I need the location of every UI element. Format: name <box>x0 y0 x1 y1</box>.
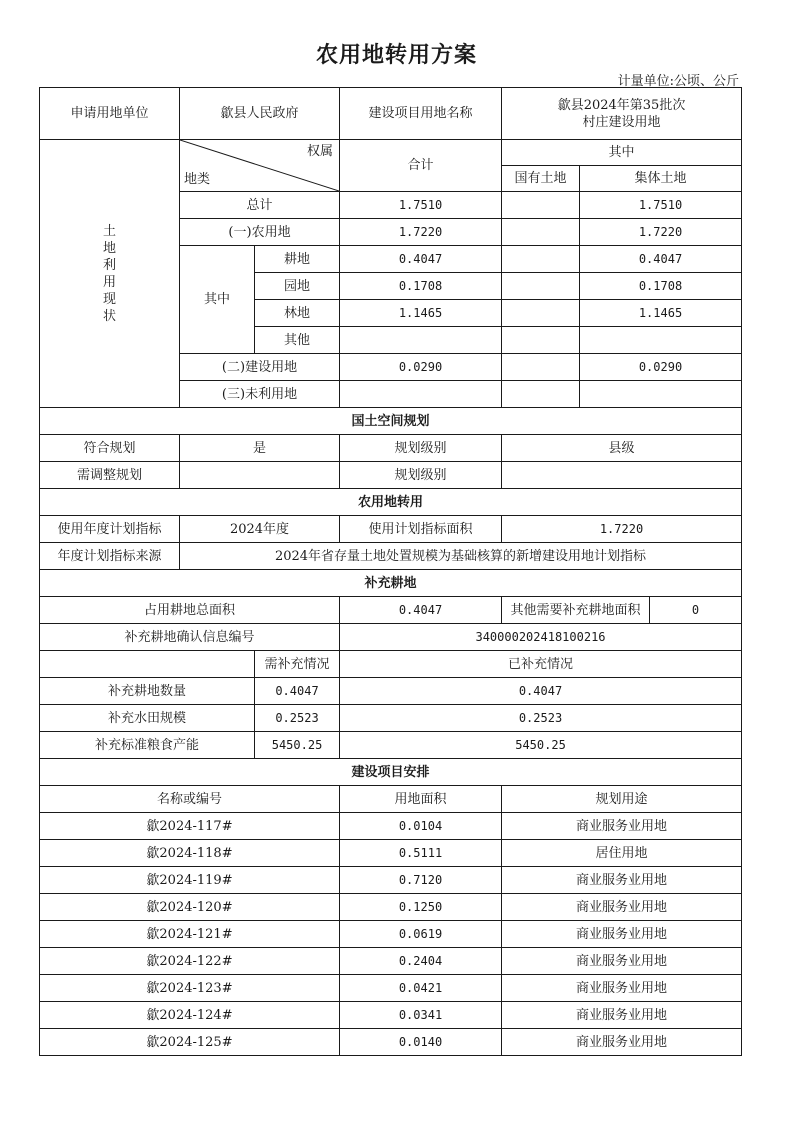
project-row <box>40 867 742 894</box>
conversion-row <box>40 543 742 570</box>
supplement-need-value: 0.4047 <box>255 678 340 705</box>
state-land-header: 国有土地 <box>502 166 580 192</box>
project-name: 歙2024-120# <box>40 894 340 921</box>
land-use-char: 土 <box>102 223 116 239</box>
project-row <box>40 840 742 867</box>
adjust-value <box>180 462 340 489</box>
project-use: 商业服务业用地 <box>502 894 742 921</box>
row-collective: 0.4047 <box>580 246 742 273</box>
supplement-done-value: 0.2523 <box>340 705 742 732</box>
supplement-row <box>40 732 742 759</box>
conform-value: 是 <box>180 435 340 462</box>
measurement-unit: 计量单位:公顷、公斤 <box>617 74 739 89</box>
project-area: 0.0421 <box>340 975 502 1002</box>
project-area-header: 用地面积 <box>340 786 502 813</box>
source-value: 2024年省存量土地处置规模为基础核算的新增建设用地计划指标 <box>180 543 742 570</box>
level-label: 规划级别 <box>340 435 502 462</box>
project-use: 商业服务业用地 <box>502 921 742 948</box>
project-area: 0.5111 <box>340 840 502 867</box>
row-collective <box>580 327 742 354</box>
row-total: 1.7220 <box>340 219 502 246</box>
row-state <box>502 246 580 273</box>
occupied-label: 占用耕地总面积 <box>40 597 340 624</box>
supplement-item-label: 补充耕地数量 <box>40 678 255 705</box>
projects-header-row <box>40 786 742 813</box>
project-row <box>40 921 742 948</box>
project-name: 歙2024-118# <box>40 840 340 867</box>
ownership-label: 权属 <box>307 144 334 159</box>
project-value-line2: 村庄建设用地 <box>582 114 661 130</box>
confirm-label: 补充耕地确认信息编号 <box>40 624 340 651</box>
other-value: 0 <box>650 597 742 624</box>
project-name: 歙2024-119# <box>40 867 340 894</box>
land-use-char: 现 <box>102 291 116 307</box>
project-use: 商业服务业用地 <box>502 1002 742 1029</box>
area-label: 使用计划指标面积 <box>340 516 502 543</box>
project-name: 歙2024-123# <box>40 975 340 1002</box>
total-column-header: 合计 <box>340 140 502 192</box>
project-value <box>502 88 742 140</box>
project-area: 0.0341 <box>340 1002 502 1029</box>
row-collective: 1.1465 <box>580 300 742 327</box>
planning-row <box>40 435 742 462</box>
row-state <box>502 354 580 381</box>
applicant-value: 歙县人民政府 <box>180 88 340 140</box>
project-row <box>40 1002 742 1029</box>
done-label: 已补充情况 <box>340 651 742 678</box>
supplement-row <box>40 597 742 624</box>
among-row-label: 其中 <box>180 246 255 354</box>
project-row <box>40 813 742 840</box>
page-title: 农用地转用方案 <box>315 42 477 68</box>
row-total: 1.1465 <box>340 300 502 327</box>
land-use-char: 利 <box>102 257 116 273</box>
diagonal-header-cell <box>180 140 340 192</box>
projects-section-header: 建设项目安排 <box>40 759 742 786</box>
land-use-char: 状 <box>102 308 116 324</box>
row-total <box>340 327 502 354</box>
row-collective: 0.1708 <box>580 273 742 300</box>
land-use-char: 地 <box>102 240 116 256</box>
row-collective: 1.7510 <box>580 192 742 219</box>
row-total <box>340 381 502 408</box>
project-name: 歙2024-122# <box>40 948 340 975</box>
row-total: 1.7510 <box>340 192 502 219</box>
row-total: 0.0290 <box>340 354 502 381</box>
project-area: 0.2404 <box>340 948 502 975</box>
applicant-label: 申请用地单位 <box>40 88 180 140</box>
header-row <box>40 88 742 140</box>
project-use: 商业服务业用地 <box>502 975 742 1002</box>
conversion-section-header: 农用地转用 <box>40 489 742 516</box>
row-state <box>502 381 580 408</box>
row-total: 0.1708 <box>340 273 502 300</box>
among-column-header: 其中 <box>502 140 742 166</box>
row-label: 总计 <box>180 192 340 219</box>
project-area: 0.0104 <box>340 813 502 840</box>
row-total: 0.4047 <box>340 246 502 273</box>
adjust-label: 需调整规划 <box>40 462 180 489</box>
land-conversion-table <box>39 87 742 1056</box>
conversion-row <box>40 516 742 543</box>
project-label: 建设项目用地名称 <box>340 88 502 140</box>
project-row <box>40 1029 742 1056</box>
supplement-done-value: 5450.25 <box>340 732 742 759</box>
row-label: 园地 <box>255 273 340 300</box>
project-area: 0.0140 <box>340 1029 502 1056</box>
supplement-item-label: 补充标准粮食产能 <box>40 732 255 759</box>
project-area: 0.0619 <box>340 921 502 948</box>
supplement-row <box>40 651 742 678</box>
project-use: 商业服务业用地 <box>502 867 742 894</box>
row-collective: 1.7220 <box>580 219 742 246</box>
project-name: 歙2024-121# <box>40 921 340 948</box>
land-use-section-label <box>40 140 180 408</box>
area-value: 1.7220 <box>502 516 742 543</box>
project-row <box>40 975 742 1002</box>
project-row <box>40 948 742 975</box>
supplement-row <box>40 624 742 651</box>
collective-land-header: 集体土地 <box>580 166 742 192</box>
supplement-row <box>40 678 742 705</box>
project-area: 0.1250 <box>340 894 502 921</box>
row-label: (二)建设用地 <box>180 354 340 381</box>
source-label: 年度计划指标来源 <box>40 543 180 570</box>
supplement-item-label: 补充水田规模 <box>40 705 255 732</box>
land-use-char: 用 <box>102 274 116 290</box>
row-collective <box>580 381 742 408</box>
level-value: 县级 <box>502 435 742 462</box>
row-label: (一)农用地 <box>180 219 340 246</box>
supplement-need-value: 0.2523 <box>255 705 340 732</box>
row-label: (三)未利用地 <box>180 381 340 408</box>
project-name: 歙2024-117# <box>40 813 340 840</box>
project-name: 歙2024-124# <box>40 1002 340 1029</box>
project-row <box>40 894 742 921</box>
other-label: 其他需要补充耕地面积 <box>502 597 650 624</box>
adjust-level-value <box>502 462 742 489</box>
supplement-section-header: 补充耕地 <box>40 570 742 597</box>
confirm-value: 340000202418100216 <box>340 624 742 651</box>
annual-value: 2024年度 <box>180 516 340 543</box>
project-name-header: 名称或编号 <box>40 786 340 813</box>
land-type-label: 地类 <box>184 172 211 187</box>
conform-label: 符合规划 <box>40 435 180 462</box>
adjust-level-label: 规划级别 <box>340 462 502 489</box>
project-use-header: 规划用途 <box>502 786 742 813</box>
supplement-need-value: 5450.25 <box>255 732 340 759</box>
need-label: 需补充情况 <box>255 651 340 678</box>
supplement-done-value: 0.4047 <box>340 678 742 705</box>
project-area: 0.7120 <box>340 867 502 894</box>
occupied-value: 0.4047 <box>340 597 502 624</box>
supplement-row <box>40 705 742 732</box>
row-state <box>502 273 580 300</box>
project-name: 歙2024-125# <box>40 1029 340 1056</box>
blank-cell <box>40 651 255 678</box>
row-state <box>502 300 580 327</box>
project-value-line1: 歙县2024年第35批次 <box>557 97 686 113</box>
row-collective: 0.0290 <box>580 354 742 381</box>
row-state <box>502 219 580 246</box>
row-label: 其他 <box>255 327 340 354</box>
row-state <box>502 327 580 354</box>
planning-section-header: 国土空间规划 <box>40 408 742 435</box>
project-use: 居住用地 <box>502 840 742 867</box>
project-use: 商业服务业用地 <box>502 1029 742 1056</box>
row-state <box>502 192 580 219</box>
row-label: 林地 <box>255 300 340 327</box>
planning-row <box>40 462 742 489</box>
project-use: 商业服务业用地 <box>502 813 742 840</box>
project-use: 商业服务业用地 <box>502 948 742 975</box>
row-label: 耕地 <box>255 246 340 273</box>
annual-label: 使用年度计划指标 <box>40 516 180 543</box>
